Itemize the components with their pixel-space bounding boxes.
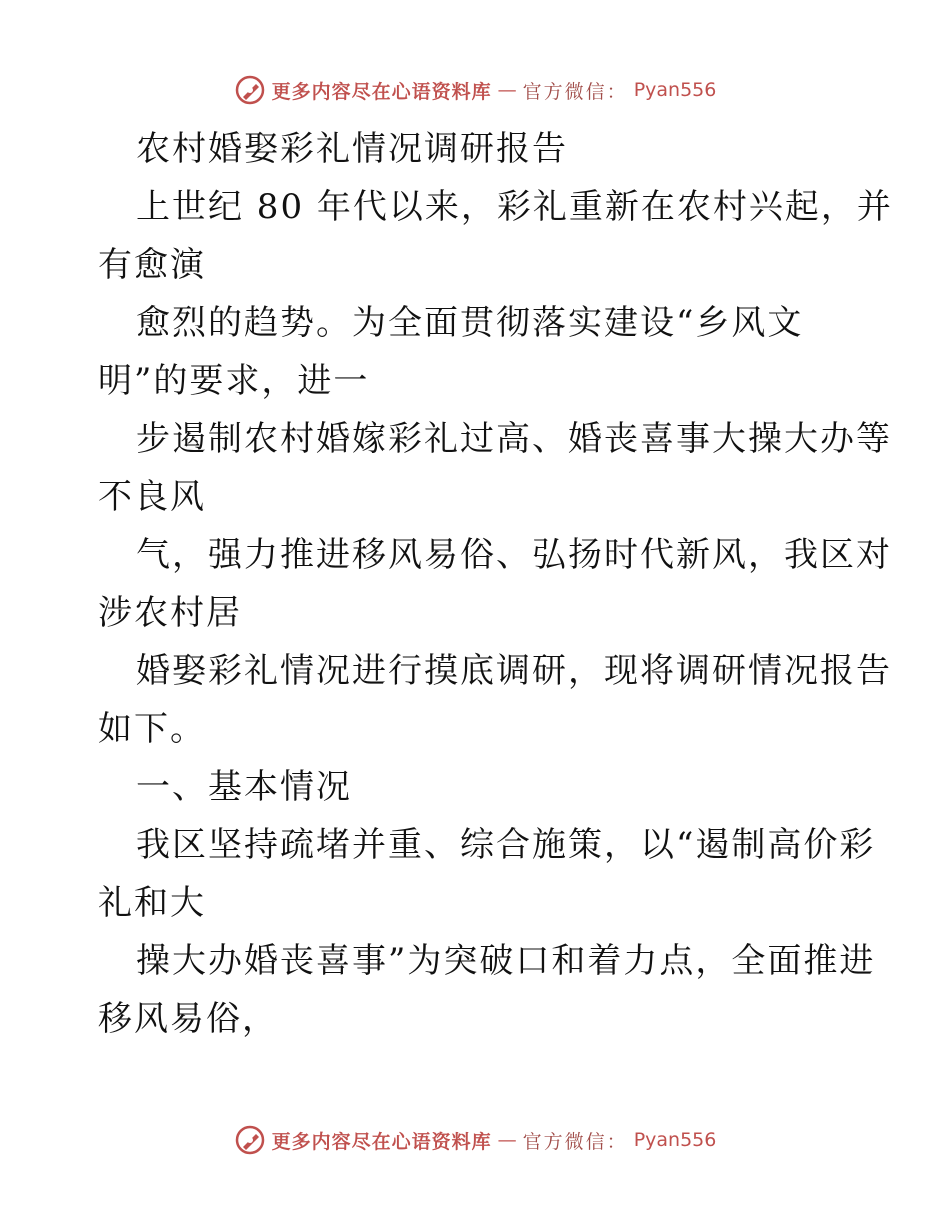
watermark-dash: — xyxy=(497,79,517,101)
doc-line: 我区坚持疏堵并重、综合施策，以“遏制高价彩 xyxy=(136,825,876,865)
doc-line: 礼和大 xyxy=(98,883,206,923)
doc-line: 有愈演 xyxy=(98,245,206,285)
footer-watermark xyxy=(0,1124,950,1156)
watermark-wechat-id: Pyan556 xyxy=(633,1129,717,1151)
doc-line: 气，强力推进移风易俗、弘扬时代新风，我区对 xyxy=(136,535,892,575)
section-heading: 一、基本情况 xyxy=(136,767,352,807)
watermark-dash: — xyxy=(497,1129,517,1151)
watermark-label: 官方微信： xyxy=(522,80,628,103)
doc-line: 上世纪 80 年代以来，彩礼重新在农村兴起，并 xyxy=(136,187,893,227)
watermark-brand: 更多内容尽在心语资料库 xyxy=(271,80,492,103)
doc-line: 操大办婚丧喜事”为突破口和着力点，全面推进 xyxy=(136,941,876,981)
header-watermark xyxy=(0,74,950,106)
doc-line: 愈烈的趋势。为全面贯彻落实建设“乡风文 xyxy=(136,303,804,343)
watermark-label: 官方微信： xyxy=(522,1130,628,1153)
watermark-wechat-id: Pyan556 xyxy=(633,79,717,101)
pen-circle-logo-icon xyxy=(234,1124,266,1156)
document-body xyxy=(98,120,893,1048)
doc-line: 涉农村居 xyxy=(98,593,242,633)
doc-line: 不良风 xyxy=(98,477,206,517)
doc-line: 步遏制农村婚嫁彩礼过高、婚丧喜事大操大办等 xyxy=(136,419,892,459)
doc-line: 农村婚娶彩礼情况调研报告 xyxy=(136,129,568,169)
pen-circle-logo-icon xyxy=(234,74,266,106)
doc-line: 如下。 xyxy=(98,709,206,749)
watermark-brand: 更多内容尽在心语资料库 xyxy=(271,1130,492,1153)
doc-line: 明”的要求，进一 xyxy=(98,361,370,401)
doc-line: 婚娶彩礼情况进行摸底调研，现将调研情况报告 xyxy=(136,651,892,691)
doc-line: 移风易俗， xyxy=(98,999,278,1039)
